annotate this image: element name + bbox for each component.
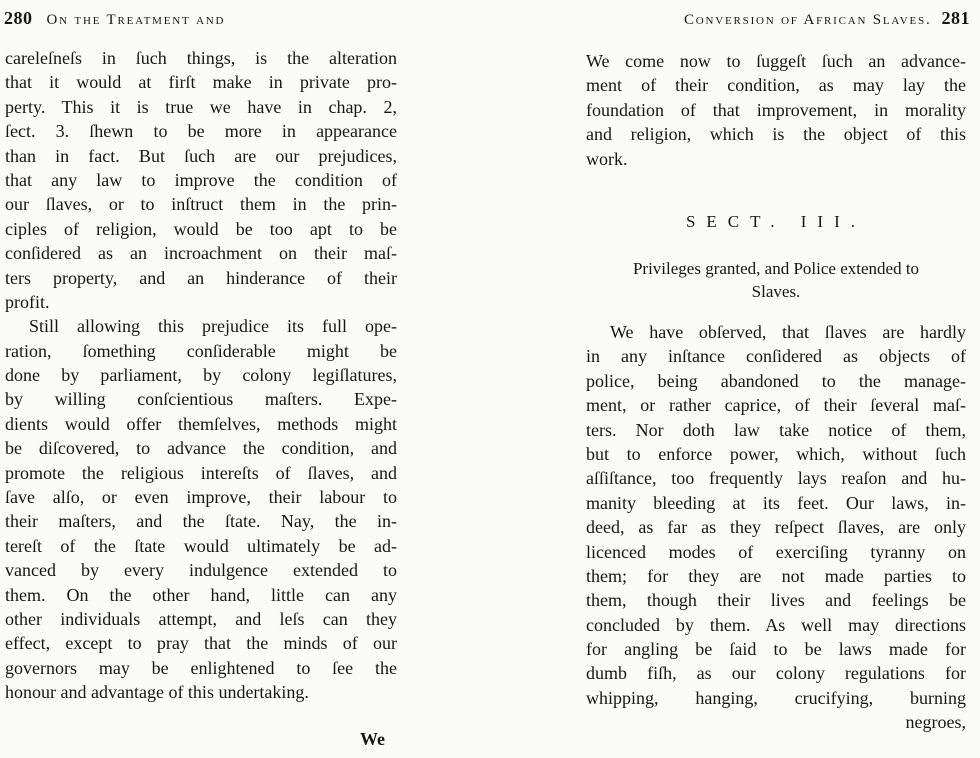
text-line: We have obſerved, that ſlaves are hardly [610, 322, 966, 342]
text-line: done by parliament, by colony legiſlatures, [5, 365, 397, 386]
right-running-title: Conversion of African Slaves. [683, 12, 932, 28]
text-line: whipping, hanging, crucifying, burning [586, 687, 966, 708]
text-line: ſect. 3. ſhewn to be more in appearance [5, 121, 397, 142]
text-line: our ſlaves, or to inſtruct them in the prin- [5, 194, 397, 215]
text-line: ters. Nor doth law take notice of them, [586, 419, 966, 440]
left-body-text [5, 46, 397, 705]
text-line: that any law to improve the condition of [5, 169, 397, 190]
text-line: manity bleeding at its feet. Our laws, in- [586, 492, 966, 513]
text-line: foundation of that improvement, in morality [586, 99, 966, 120]
text-line: conſidered as an incroachment on their maſ- [5, 243, 397, 264]
text-line: work. [586, 148, 628, 169]
text-line: them; for they are not made parties to [586, 565, 966, 586]
text-line: deed, as far as they reſpect ſlaves, are only [586, 517, 966, 538]
text-line: aſſiſtance, too frequently lays reaſon and hu- [586, 468, 966, 489]
left-running-title: On the Treatment and [46, 12, 226, 28]
text-line: profit. [5, 291, 50, 312]
text-line: concluded by them. As well may directions [586, 614, 966, 635]
right-page-number: 281 [941, 8, 970, 28]
text-line: We come now to ſuggeſt ſuch an advance- [586, 51, 966, 71]
text-line: that it would at firſt make in private pro- [5, 72, 397, 93]
right-page [490, 0, 980, 758]
text-line: honour and advantage of this undertaking. [5, 682, 309, 703]
text-line: careleſneſs in ſuch things, is the alteration [5, 48, 397, 68]
text-line: negroes, [905, 712, 966, 733]
left-catchword: We [360, 729, 385, 749]
left-page-number: 280 [4, 8, 33, 28]
text-line: ters property, and an hinderance of their [5, 267, 397, 288]
text-line: by willing conſcientious maſters. Expe- [5, 389, 397, 410]
text-line: for angling be ſaid to be laws made for [586, 639, 966, 660]
section-subheading [586, 257, 966, 303]
text-line: dumb fiſh, as our colony regulations for [586, 663, 966, 684]
text-line: them, though their lives and feelings be [586, 590, 966, 611]
section-subheading-line: Slaves. [751, 282, 801, 301]
text-line: perty. This it is true we have in chap. 2, [5, 96, 397, 117]
text-line: vanced by every indulgence extended to [5, 560, 397, 581]
text-line: be diſcovered, to advance the condition, and [5, 438, 397, 459]
left-running-header [4, 8, 225, 34]
text-line: but to enforce power, which, without ſuch [586, 443, 966, 464]
right-running-header [684, 8, 970, 34]
text-line: ration, ſomething conſiderable might be [5, 340, 397, 361]
right-section-body [586, 320, 966, 735]
text-line: than in fact. But ſuch are our prejudices, [5, 145, 397, 166]
text-line: governors may be enlightened to ſee the [5, 657, 397, 678]
text-line: dients would offer themſelves, methods might [5, 413, 397, 434]
text-line: ment of their condition, as may lay the [586, 75, 966, 96]
text-line: ment, or rather caprice, of their ſeveral maſ- [586, 395, 966, 416]
text-line: promote the religious intereſts of ſlaves, and [5, 462, 397, 483]
text-line: ciples of religion, would be too apt to be [5, 218, 397, 239]
right-opening-paragraph [586, 49, 966, 171]
text-line: Still allowing this prejudice its full ope- [29, 316, 397, 337]
text-line: effect, except to pray that the minds of our [5, 633, 397, 654]
text-line: and religion, which is the object of this [586, 124, 966, 145]
text-line: in any inſtance conſidered as objects of [586, 346, 966, 367]
text-line: other individuals attempt, and leſs can they [5, 608, 397, 629]
section-subheading-line: Privileges granted, and Police extended to [632, 259, 920, 278]
text-line: them. On the other hand, little can any [5, 584, 397, 605]
section-heading: SECT. III. [685, 212, 867, 231]
text-line: police, being abandoned to the manage- [586, 370, 966, 391]
text-line: tereſt of the ſtate would ultimately be ad- [5, 535, 397, 556]
text-line: licenced modes of exerciſing tyranny on [586, 541, 966, 562]
text-line: ſave alſo, or even improve, their labour to [5, 487, 397, 508]
text-line: their maſters, and the ſtate. Nay, the in- [5, 511, 397, 532]
